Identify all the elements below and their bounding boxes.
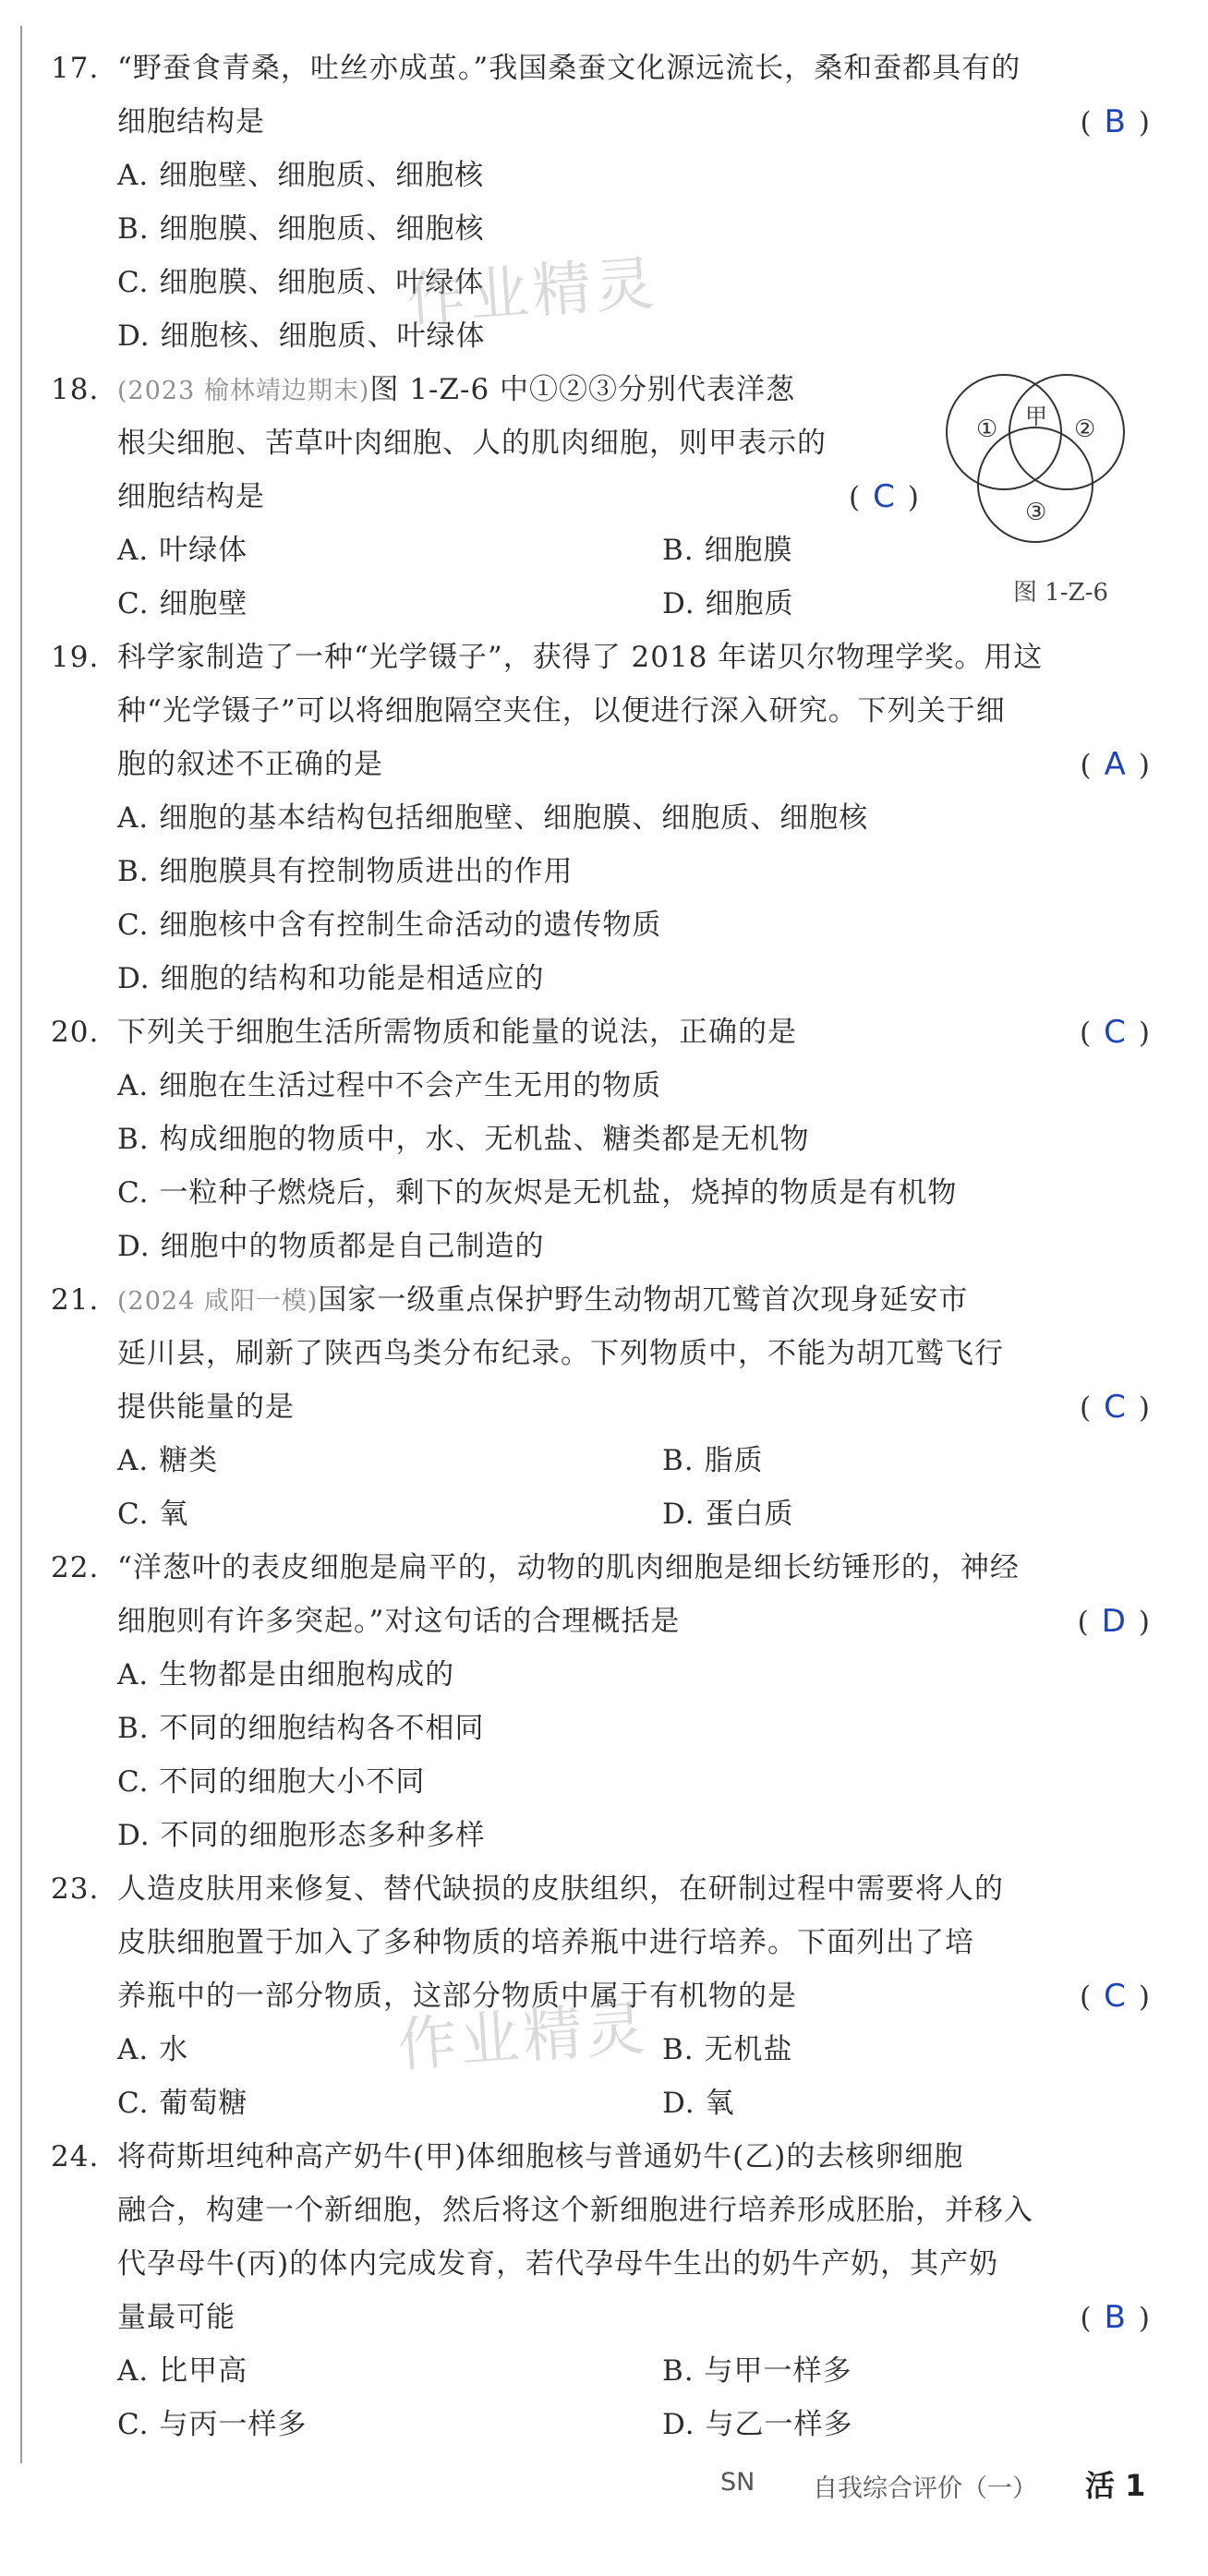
option: A. 细胞在生活过程中不会产生无用的物质 (117, 1069, 662, 1102)
answer-letter: C (873, 478, 895, 515)
answer-letter: A (1104, 746, 1126, 783)
answer-letter: C (1104, 1014, 1126, 1051)
option: C. 细胞膜、细胞质、叶绿体 (117, 266, 485, 299)
question-text: 皮肤细胞置于加入了多种物质的培养瓶中进行培养。下面列出了培 (117, 1926, 974, 1959)
question-20 (51, 1005, 1159, 1273)
option: C. 一粒种子燃烧后，剩下的灰烬是无机盐，烧掉的物质是有机物 (117, 1176, 958, 1210)
option: B. 细胞膜具有控制物质进出的作用 (117, 855, 574, 888)
question-text: 下列关于细胞生活所需物质和能量的说法，正确的是 (117, 1016, 797, 1049)
question-text: 科学家制造了一种“光学镊子”，获得了 2018 年诺贝尔物理学奖。用这 (117, 641, 1044, 674)
answer-letter: D (1101, 1603, 1126, 1640)
question-text: 提供能量的是 (117, 1390, 295, 1424)
question-19 (51, 631, 1159, 1005)
question-text: “洋葱叶的表皮细胞是扁平的，动物的肌肉细胞是细长纺锤形的，神经 (117, 1551, 1020, 1584)
option: D. 氧 (662, 2087, 735, 2120)
question-18 (51, 363, 1159, 631)
answer-bracket: ( C ) (1080, 1014, 1150, 1051)
venn-diagram (928, 363, 1141, 566)
option: C. 氧 (117, 1498, 189, 1531)
option: A. 糖类 (117, 1444, 219, 1477)
question-text: 细胞结构是 (117, 480, 265, 513)
watermark: 作业精灵 (395, 1994, 651, 2081)
left-margin-rule (20, 26, 22, 2463)
question-source: (2024 咸阳一模) (117, 1287, 319, 1316)
answer-bracket: ( A ) (1080, 746, 1150, 783)
option: D. 细胞中的物质都是自己制造的 (117, 1230, 545, 1263)
answer-letter: B (1104, 2299, 1126, 2336)
option: A. 细胞壁、细胞质、细胞核 (117, 159, 485, 192)
footer-code: SN (720, 2468, 755, 2497)
option: C. 细胞核中含有控制生命活动的遗传物质 (117, 909, 662, 942)
page-number: 活 1 (1085, 2468, 1146, 2503)
answer-letter: C (1104, 1978, 1126, 2015)
option: A. 叶绿体 (117, 534, 248, 567)
question-text: 种“光学镊子”可以将细胞隔空夹住，以便进行深入研究。下列关于细 (117, 694, 1006, 728)
page-footer (720, 2461, 1182, 2507)
question-text: 胞的叙述不正确的是 (117, 748, 383, 781)
question-text: 代孕母牛(丙)的体内完成发育，若代孕母牛生出的奶牛产奶，其产奶 (117, 2247, 999, 2281)
venn-label-2: ② (1074, 415, 1096, 443)
venn-circle-2 (1009, 375, 1124, 489)
answer-bracket: ( C ) (1080, 1389, 1150, 1426)
option: B. 无机盐 (662, 2033, 793, 2066)
option: D. 细胞质 (662, 587, 794, 620)
option: B. 细胞膜 (662, 534, 793, 567)
question-24 (51, 2130, 1159, 2451)
watermark: 作业精灵 (405, 249, 660, 336)
question-text: 将荷斯坦纯种高产奶牛(甲)体细胞核与普通奶牛(乙)的去核卵细胞 (117, 2140, 964, 2173)
option: A. 比甲高 (117, 2354, 248, 2388)
question-number: 18. (51, 373, 100, 406)
answer-bracket: ( D ) (1077, 1603, 1150, 1640)
option: A. 水 (117, 2033, 189, 2066)
question-text: 延川县，刷新了陕西鸟类分布纪录。下列物质中，不能为胡兀鹫飞行 (117, 1337, 1004, 1370)
option: B. 细胞膜、细胞质、细胞核 (117, 212, 485, 246)
question-text: 细胞结构是 (117, 105, 265, 138)
option: C. 与丙一样多 (117, 2408, 308, 2441)
question-text: 图 1-Z-6 中①②③分别代表洋葱 (369, 373, 796, 406)
question-text: 国家一级重点保护野生动物胡兀鹫首次现身延安市 (318, 1283, 969, 1317)
answer-letter: B (1104, 103, 1126, 140)
answer-bracket: ( B ) (1080, 103, 1150, 140)
figure-caption: 图 1-Z-6 (1013, 579, 1108, 607)
question-list (51, 42, 1159, 2451)
option: B. 构成细胞的物质中，水、无机盐、糖类都是无机物 (117, 1123, 810, 1156)
question-number: 23. (51, 1872, 100, 1906)
question-source: (2023 榆林靖边期末) (117, 377, 370, 405)
option: B. 与甲一样多 (662, 2354, 852, 2388)
option: C. 葡萄糖 (117, 2087, 248, 2120)
question-number: 17. (51, 52, 100, 85)
option: A. 生物都是由细胞构成的 (117, 1658, 455, 1691)
question-number: 22. (51, 1551, 100, 1584)
question-text: 细胞则有许多突起。”对这句话的合理概括是 (117, 1605, 681, 1638)
option: B. 脂质 (662, 1444, 764, 1477)
question-21 (51, 1273, 1159, 1541)
option: B. 不同的细胞结构各不相同 (117, 1712, 485, 1745)
question-22 (51, 1541, 1159, 1862)
venn-label-3: ③ (1025, 499, 1047, 526)
question-text: 人造皮肤用来修复、替代缺损的皮肤组织，在研制过程中需要将人的 (117, 1872, 1004, 1906)
question-text: 根尖细胞、苦草叶肉细胞、人的肌肉细胞，则甲表示的 (117, 427, 827, 460)
question-number: 21. (51, 1283, 100, 1317)
option: C. 细胞壁 (117, 587, 248, 620)
footer-title: 自我综合评价（一） (813, 2474, 1037, 2503)
venn-circle-1 (947, 375, 1061, 489)
venn-label-center: 甲 (1025, 403, 1047, 429)
question-text: 养瓶中的一部分物质，这部分物质中属于有机物的是 (117, 1980, 797, 2013)
venn-label-1: ① (976, 415, 998, 443)
question-text: “野蚕食青桑，吐丝亦成茧。”我国桑蚕文化源远流长，桑和蚕都具有的 (117, 52, 1021, 85)
question-text: 融合，构建一个新细胞，然后将这个新细胞进行培养形成胚胎，并移入 (117, 2194, 1033, 2227)
option: C. 不同的细胞大小不同 (117, 1765, 426, 1799)
question-number: 20. (51, 1016, 100, 1049)
question-text: 量最可能 (117, 2301, 236, 2334)
answer-letter: C (1104, 1389, 1126, 1426)
answer-bracket: ( C ) (849, 478, 919, 515)
option: D. 细胞的结构和功能是相适应的 (117, 962, 545, 995)
option: A. 细胞的基本结构包括细胞壁、细胞膜、细胞质、细胞核 (117, 801, 869, 835)
option: D. 细胞核、细胞质、叶绿体 (117, 319, 486, 353)
question-number: 19. (51, 641, 100, 674)
answer-bracket: ( B ) (1080, 2299, 1150, 2336)
option: D. 不同的细胞形态多种多样 (117, 1819, 486, 1852)
option: D. 蛋白质 (662, 1498, 794, 1531)
question-number: 24. (51, 2140, 100, 2173)
answer-bracket: ( C ) (1080, 1978, 1150, 2015)
option: D. 与乙一样多 (662, 2408, 853, 2441)
